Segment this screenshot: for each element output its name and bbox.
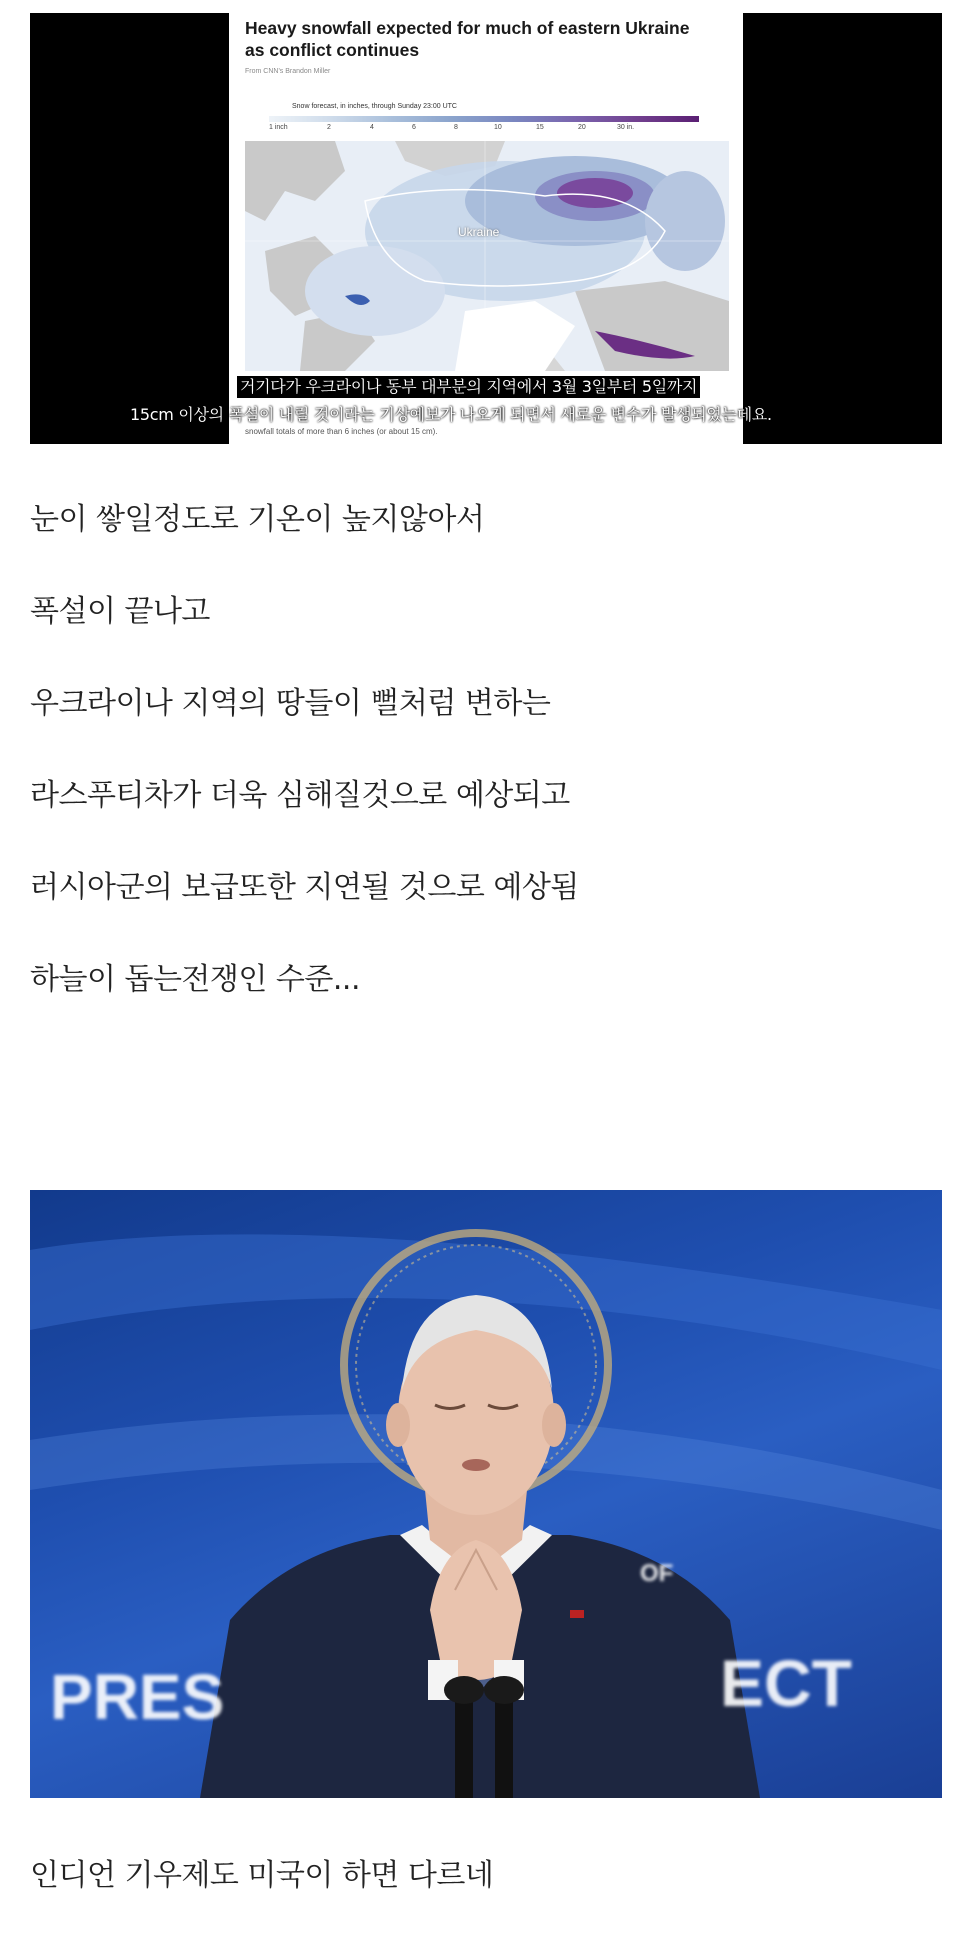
legend-tick: 1 inch xyxy=(269,124,288,131)
map-country-label: Ukraine xyxy=(458,225,500,239)
post-text-line: 러시아군의 보급또한 지연될 것으로 예상됨 xyxy=(30,870,579,905)
legend-tick: 15 xyxy=(536,124,544,131)
legend-tick: 2 xyxy=(327,124,331,131)
legend-color-bar xyxy=(269,116,699,122)
map-footnote: snowfall totals of more than 6 inches (or about 15 cm). xyxy=(245,427,438,436)
legend-tick: 8 xyxy=(454,124,458,131)
backdrop-text-right: ECT xyxy=(720,1646,852,1720)
legend-tick: 20 xyxy=(578,124,586,131)
legend-tick: 10 xyxy=(494,124,502,131)
map-title: Heavy snowfall expected for much of eastern Ukraine as conflict continues xyxy=(245,18,690,60)
post-text-line: 하늘이 돕는전쟁인 수준... xyxy=(30,962,360,997)
legend-tick: 6 xyxy=(412,124,416,131)
backdrop-text-top: OF xyxy=(640,1560,674,1587)
post-closing-line: 인디언 기우제도 미국이 하면 다르네 xyxy=(30,1858,494,1893)
snow-forecast-map xyxy=(245,141,729,371)
post-text-line: 라스푸티차가 더욱 심해질것으로 예상되고 xyxy=(30,778,570,813)
map-video-frame xyxy=(30,13,942,444)
legend-ticks xyxy=(269,124,709,134)
post-text-line: 폭설이 끝나고 xyxy=(30,594,210,629)
post-text-line: 눈이 쌓일정도로 기온이 높지않아서 xyxy=(30,502,485,537)
video-subtitle-line-1: 거기다가 우크라이나 동부 대부분의 지역에서 3월 3일부터 5일까지 xyxy=(237,376,700,398)
legend-title: Snow forecast, in inches, through Sunday 23:00 UTC xyxy=(292,103,457,110)
video-subtitle-line-2: 15cm 이상의 폭설이 내릴 것이라는 기상예보가 나오게 되면서 새로운 변수가 발생되었는데요. xyxy=(130,405,772,424)
praying-man-photo xyxy=(30,1190,942,1798)
map-credit: From CNN's Brandon Miller xyxy=(245,68,331,75)
backdrop-text-left: PRES xyxy=(50,1661,225,1733)
legend-tick: 30 in. xyxy=(617,124,635,131)
post-text-line: 우크라이나 지역의 땅들이 뻘처럼 변하는 xyxy=(30,686,551,721)
legend-tick: 4 xyxy=(370,124,374,131)
